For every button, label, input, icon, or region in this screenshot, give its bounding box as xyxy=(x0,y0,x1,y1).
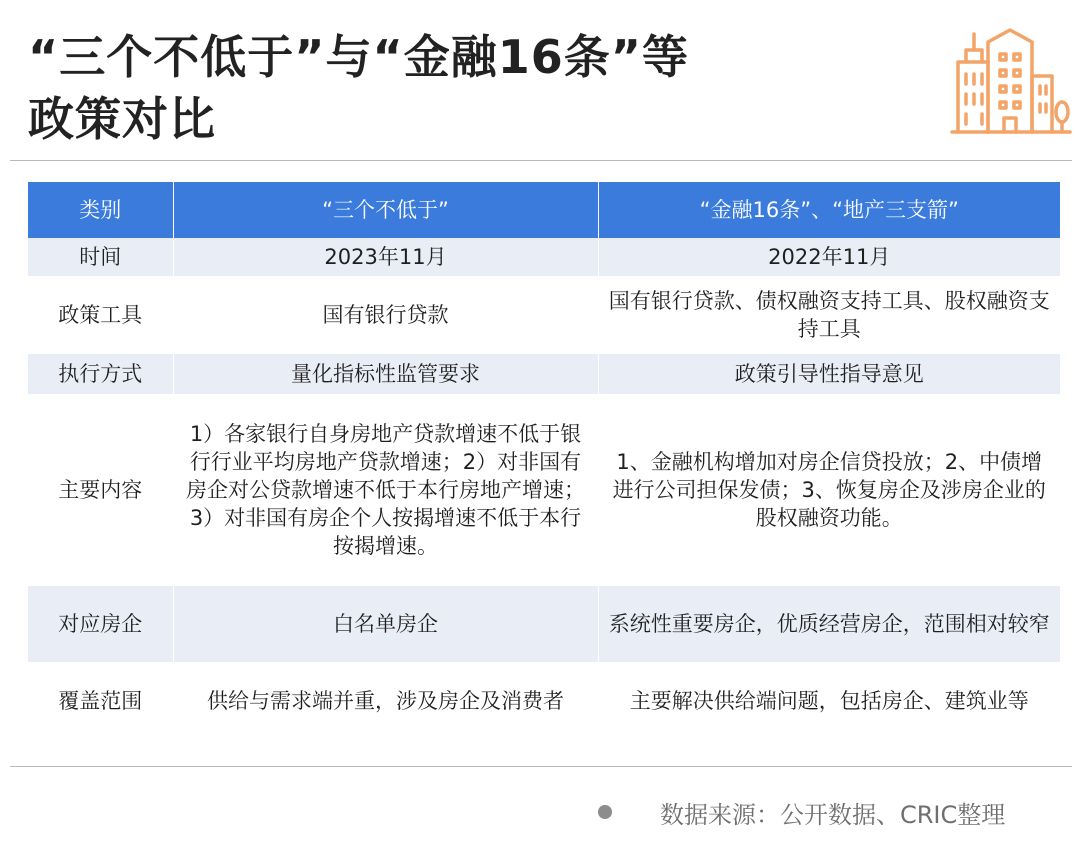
table-row xyxy=(28,238,1060,276)
row-category: 对应房企 xyxy=(28,586,173,662)
row-category: 执行方式 xyxy=(28,354,173,394)
row-col-a: 量化指标性监管要求 xyxy=(173,354,598,394)
table-row xyxy=(28,394,1060,586)
source-text: 数据来源：公开数据、CRIC整理 xyxy=(660,800,1006,829)
table-row xyxy=(28,276,1060,354)
row-col-b: 政策引导性指导意见 xyxy=(598,354,1060,394)
row-col-b: 主要解决供给端问题，包括房企、建筑业等 xyxy=(598,662,1060,740)
row-col-b: 2022年11月 xyxy=(598,238,1060,276)
bullet-dot-icon xyxy=(598,805,612,819)
page-title xyxy=(28,26,848,150)
row-col-b: 1、金融机构增加对房企信贷投放；2、中债增进行公司担保发债；3、恢复房企及涉房企业的股权融资功能。 xyxy=(598,394,1060,586)
header-category: 类别 xyxy=(28,182,173,238)
row-col-a: 国有银行贷款 xyxy=(173,276,598,354)
table-header-row xyxy=(28,182,1060,238)
row-col-b: 系统性重要房企，优质经营房企，范围相对较窄 xyxy=(598,586,1060,662)
row-category: 政策工具 xyxy=(28,276,173,354)
row-col-b: 国有银行贷款、债权融资支持工具、股权融资支持工具 xyxy=(598,276,1060,354)
title-divider xyxy=(10,160,1072,161)
table-row xyxy=(28,662,1060,740)
building-icon xyxy=(948,20,1072,140)
table-row xyxy=(28,354,1060,394)
row-col-a: 2023年11月 xyxy=(173,238,598,276)
header-col-a: “三个不低于” xyxy=(173,182,598,238)
page-title-line-1: “三个不低于”与“金融16条”等 xyxy=(28,30,689,84)
row-category: 时间 xyxy=(28,238,173,276)
page-title-line-2: 政策对比 xyxy=(28,92,216,146)
row-col-a: 供给与需求端并重，涉及房企及消费者 xyxy=(173,662,598,740)
header-col-b: “金融16条”、“地产三支箭” xyxy=(598,182,1060,238)
row-col-a: 白名单房企 xyxy=(173,586,598,662)
table-row xyxy=(28,586,1060,662)
row-col-a: 1）各家银行自身房地产贷款增速不低于银行行业平均房地产贷款增速；2）对非国有房企对公贷款增速不低于本行房地产增速；3）对非国有房企个人按揭增速不低于本行按揭增速。 xyxy=(173,394,598,586)
footer-divider xyxy=(10,766,1072,767)
row-category: 覆盖范围 xyxy=(28,662,173,740)
policy-comparison-table xyxy=(28,182,1060,740)
source-note xyxy=(596,792,1066,832)
row-category: 主要内容 xyxy=(28,394,173,586)
